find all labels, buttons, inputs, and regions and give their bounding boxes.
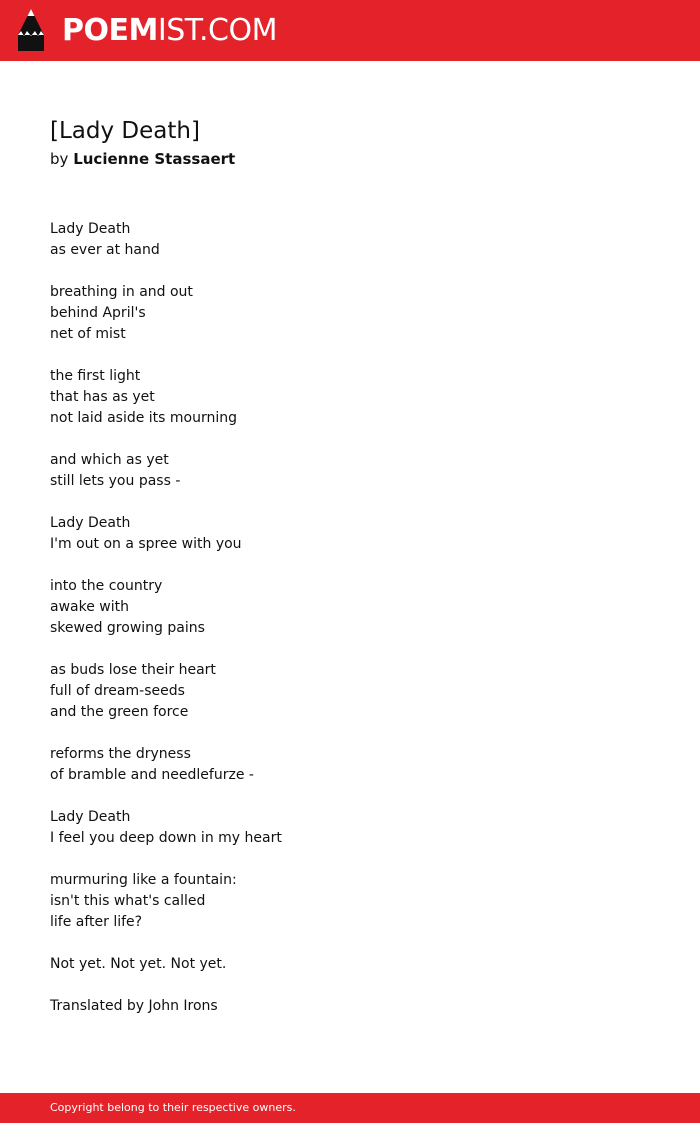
poem-line: net of mist (50, 326, 126, 342)
poem-title: [Lady Death] (50, 118, 200, 144)
poem-line: I'm out on a spree with you (50, 536, 242, 552)
copyright-text: Copyright belong to their respective owners. (50, 1101, 296, 1114)
poem-stanza (50, 513, 650, 555)
site-logo[interactable] (62, 11, 277, 51)
logo-bold-text: POEM (62, 13, 158, 48)
poem-line: awake with (50, 599, 129, 615)
poem-stanza (50, 996, 650, 1017)
poem-line: and the green force (50, 704, 189, 720)
poem-line: still lets you pass - (50, 473, 181, 489)
poem-line: isn't this what's called (50, 893, 206, 909)
poem-stanza (50, 807, 650, 849)
site-header (0, 0, 700, 61)
poem-line: Not yet. Not yet. Not yet. (50, 956, 227, 972)
poem-line: life after life? (50, 914, 143, 930)
poem-line: reforms the dryness (50, 746, 191, 762)
poem-line: and which as yet (50, 452, 169, 468)
poem-stanza (50, 366, 650, 429)
site-footer (0, 1093, 700, 1123)
author-name: Lucienne Stassaert (73, 150, 236, 168)
poem-line: as buds lose their heart (50, 662, 216, 678)
poem-stanza (50, 450, 650, 492)
poem-stanza (50, 576, 650, 639)
poem-line: skewed growing pains (50, 620, 205, 636)
by-label: by (50, 150, 69, 168)
poem-stanza (50, 282, 650, 345)
poem-stanza (50, 660, 650, 723)
poem-line: Lady Death (50, 515, 131, 531)
poem-line: of bramble and needlefurze - (50, 767, 254, 783)
poem-line: not laid aside its mourning (50, 410, 238, 426)
poem-line: murmuring like a fountain: (50, 872, 237, 888)
byline (50, 148, 235, 170)
poem-line: Lady Death (50, 809, 131, 825)
poem-line: that has as yet (50, 389, 155, 405)
poem-stanza (50, 219, 650, 261)
poem-line: I feel you deep down in my heart (50, 830, 282, 846)
poem-line: Lady Death (50, 221, 131, 237)
poem-body (50, 219, 650, 1038)
poem-line: into the country (50, 578, 163, 594)
poem-line: as ever at hand (50, 242, 160, 258)
pencil-icon[interactable] (18, 9, 44, 51)
poem-line: behind April's (50, 305, 146, 321)
poem-line: breathing in and out (50, 284, 193, 300)
poem-line: Translated by John Irons (50, 998, 218, 1014)
poem-stanza (50, 870, 650, 933)
poem-stanza (50, 744, 650, 786)
poem-line: full of dream-seeds (50, 683, 185, 699)
logo-light-text: IST.COM (157, 13, 277, 48)
poem-stanza (50, 954, 650, 975)
poem-line: the first light (50, 368, 141, 384)
